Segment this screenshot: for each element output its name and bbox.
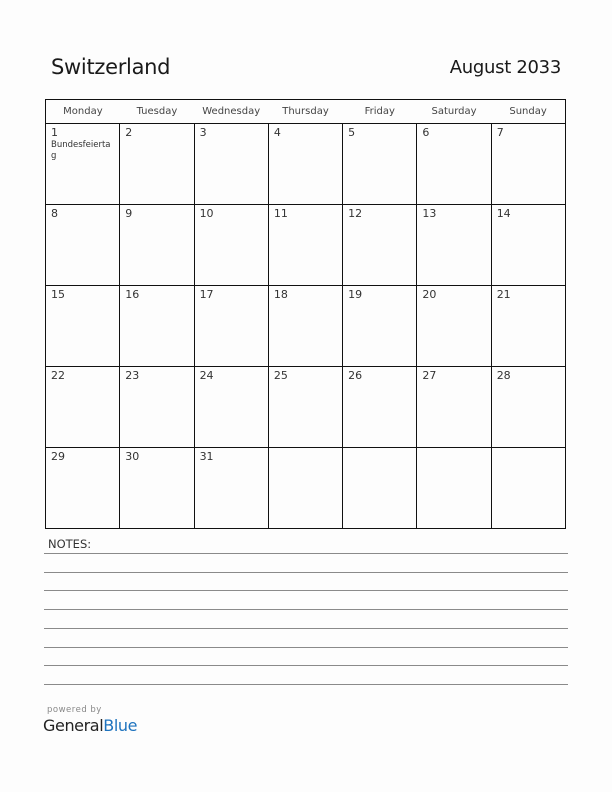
calendar-grid xyxy=(45,99,566,529)
powered-by-text: powered by xyxy=(47,705,102,715)
day-cell xyxy=(343,448,417,529)
day-cell xyxy=(343,286,417,367)
day-number: 4 xyxy=(273,126,281,139)
note-line xyxy=(44,553,568,554)
note-line xyxy=(44,684,568,685)
weekday-friday: Friday xyxy=(343,100,417,124)
day-cell xyxy=(194,124,268,205)
day-number: 25 xyxy=(273,369,288,382)
day-cell xyxy=(120,448,194,529)
day-number: 26 xyxy=(348,369,363,382)
day-number: 22 xyxy=(51,369,65,382)
day-number: 5 xyxy=(348,126,356,139)
day-cell xyxy=(417,286,491,367)
holiday-label: Bundesfeiertag xyxy=(51,140,111,161)
note-line xyxy=(44,590,568,591)
brand-blue: Blue xyxy=(103,716,138,735)
day-number: 19 xyxy=(348,288,363,301)
country-title: Switzerland xyxy=(51,55,171,79)
generalblue-logo xyxy=(43,716,137,735)
week-row xyxy=(46,205,566,286)
weekday-sunday: Sunday xyxy=(491,100,565,124)
day-number: 23 xyxy=(125,369,140,382)
day-cell xyxy=(268,124,342,205)
week-row xyxy=(46,367,566,448)
note-line xyxy=(44,647,568,648)
day-cell xyxy=(417,124,491,205)
day-cell xyxy=(194,367,268,448)
day-cell xyxy=(46,205,120,286)
day-number: 10 xyxy=(199,207,214,220)
day-number: 15 xyxy=(51,288,65,301)
month-year-title: August 2033 xyxy=(449,57,561,78)
day-number: 14 xyxy=(496,207,511,220)
weekday-monday: Monday xyxy=(46,100,120,124)
week-row xyxy=(46,124,566,205)
day-cell xyxy=(417,205,491,286)
day-number: 31 xyxy=(199,450,214,463)
day-number: 18 xyxy=(273,288,288,301)
day-cell xyxy=(194,448,268,529)
day-number: 7 xyxy=(496,126,504,139)
day-number: 29 xyxy=(51,450,65,463)
note-line xyxy=(44,628,568,629)
day-cell xyxy=(268,367,342,448)
day-number: 30 xyxy=(125,450,140,463)
day-number: 2 xyxy=(125,126,133,139)
day-number: 28 xyxy=(496,369,511,382)
day-cell xyxy=(194,205,268,286)
day-cell xyxy=(491,448,565,529)
note-line xyxy=(44,572,568,573)
day-cell xyxy=(46,367,120,448)
day-cell xyxy=(491,205,565,286)
day-cell xyxy=(491,124,565,205)
day-cell xyxy=(120,286,194,367)
day-cell xyxy=(268,448,342,529)
notes-label: NOTES: xyxy=(48,537,92,551)
day-number: 8 xyxy=(51,207,58,220)
weekday-tuesday: Tuesday xyxy=(120,100,194,124)
day-number: 11 xyxy=(273,207,288,220)
day-cell xyxy=(46,286,120,367)
day-cell xyxy=(343,367,417,448)
day-cell xyxy=(120,124,194,205)
day-number: 9 xyxy=(125,207,133,220)
week-row xyxy=(46,286,566,367)
day-number: 12 xyxy=(348,207,363,220)
day-number: 6 xyxy=(422,126,430,139)
day-cell xyxy=(120,205,194,286)
day-number: 27 xyxy=(422,369,437,382)
note-line xyxy=(44,665,568,666)
day-cell xyxy=(268,205,342,286)
day-cell xyxy=(417,367,491,448)
day-number: 20 xyxy=(422,288,437,301)
day-cell xyxy=(120,367,194,448)
day-number: 24 xyxy=(199,369,214,382)
day-cell xyxy=(46,124,120,205)
weekday-wednesday: Wednesday xyxy=(194,100,268,124)
day-cell xyxy=(491,286,565,367)
day-cell xyxy=(491,367,565,448)
day-number: 17 xyxy=(199,288,214,301)
weekday-saturday: Saturday xyxy=(417,100,491,124)
day-cell xyxy=(343,124,417,205)
weekday-thursday: Thursday xyxy=(268,100,342,124)
weekday-header-row xyxy=(46,100,566,124)
day-number: 1 xyxy=(51,126,58,139)
brand-general: General xyxy=(43,716,104,735)
day-number: 21 xyxy=(496,288,511,301)
day-cell xyxy=(417,448,491,529)
day-cell xyxy=(46,448,120,529)
week-row xyxy=(46,448,566,529)
day-number: 3 xyxy=(199,126,207,139)
day-cell xyxy=(268,286,342,367)
day-cell xyxy=(343,205,417,286)
day-cell xyxy=(194,286,268,367)
note-line xyxy=(44,609,568,610)
day-number: 13 xyxy=(422,207,437,220)
day-number: 16 xyxy=(125,288,140,301)
